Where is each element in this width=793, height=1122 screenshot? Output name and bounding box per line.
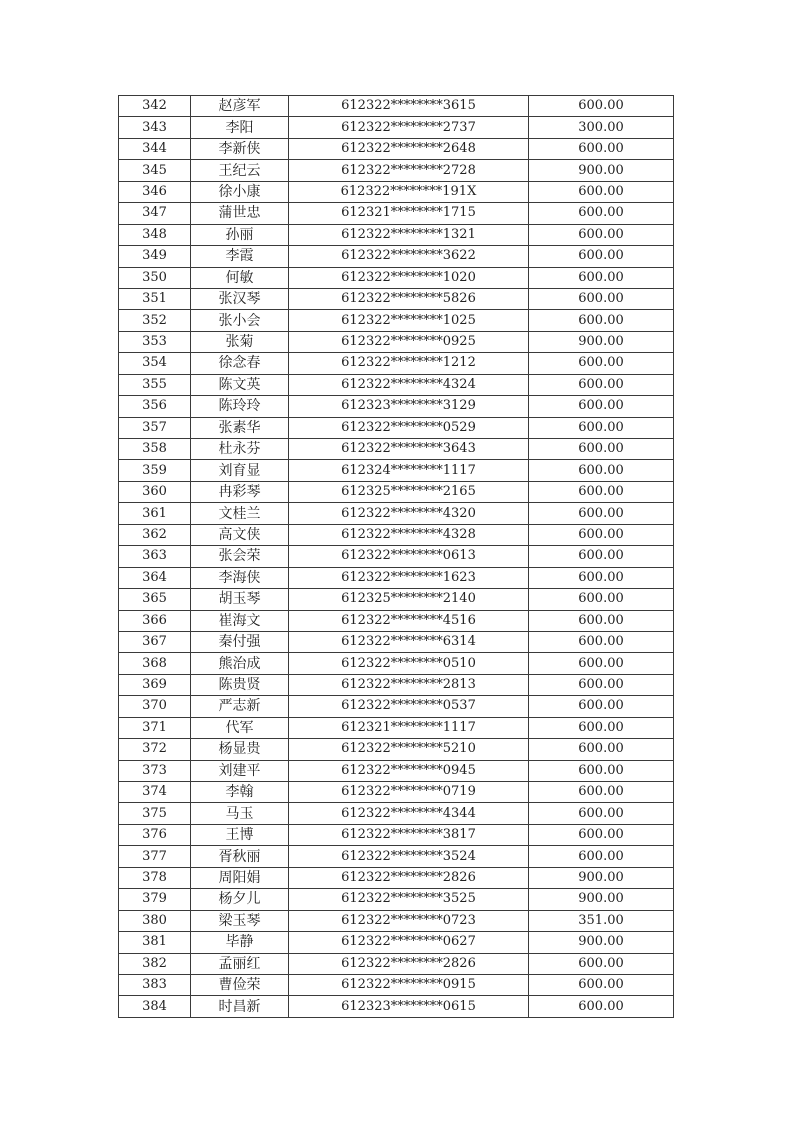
table-row xyxy=(119,288,674,309)
id-number-cell: 612322********0510 xyxy=(289,653,529,674)
table-row xyxy=(119,546,674,567)
name-cell: 王博 xyxy=(191,824,289,845)
table-row xyxy=(119,910,674,931)
row-number-cell: 342 xyxy=(119,96,191,117)
id-number-cell: 612322********0925 xyxy=(289,331,529,352)
id-number-cell: 612322********3525 xyxy=(289,889,529,910)
id-number-cell: 612323********3129 xyxy=(289,396,529,417)
row-number-cell: 374 xyxy=(119,782,191,803)
name-cell: 张素华 xyxy=(191,417,289,438)
name-cell: 代军 xyxy=(191,717,289,738)
row-number-cell: 362 xyxy=(119,524,191,545)
id-number-cell: 612322********3817 xyxy=(289,824,529,845)
amount-cell: 600.00 xyxy=(529,782,674,803)
row-number-cell: 371 xyxy=(119,717,191,738)
row-number-cell: 355 xyxy=(119,374,191,395)
table-row xyxy=(119,696,674,717)
table-row xyxy=(119,460,674,481)
row-number-cell: 368 xyxy=(119,653,191,674)
amount-cell: 600.00 xyxy=(529,181,674,202)
amount-cell: 600.00 xyxy=(529,396,674,417)
row-number-cell: 359 xyxy=(119,460,191,481)
id-number-cell: 612322********4320 xyxy=(289,503,529,524)
row-number-cell: 346 xyxy=(119,181,191,202)
amount-cell: 351.00 xyxy=(529,910,674,931)
id-number-cell: 612325********2140 xyxy=(289,589,529,610)
id-number-cell: 612322********1020 xyxy=(289,267,529,288)
id-number-cell: 612322********2826 xyxy=(289,953,529,974)
id-number-cell: 612321********1715 xyxy=(289,203,529,224)
row-number-cell: 354 xyxy=(119,353,191,374)
table-row xyxy=(119,417,674,438)
name-cell: 张菊 xyxy=(191,331,289,352)
table-row xyxy=(119,224,674,245)
table-row xyxy=(119,481,674,502)
id-number-cell: 612322********2826 xyxy=(289,867,529,888)
row-number-cell: 345 xyxy=(119,160,191,181)
name-cell: 胥秋丽 xyxy=(191,846,289,867)
name-cell: 崔海文 xyxy=(191,610,289,631)
name-cell: 徐小康 xyxy=(191,181,289,202)
table-row xyxy=(119,996,674,1017)
name-cell: 陈玲玲 xyxy=(191,396,289,417)
row-number-cell: 356 xyxy=(119,396,191,417)
name-cell: 李霞 xyxy=(191,246,289,267)
table-row xyxy=(119,932,674,953)
amount-cell: 600.00 xyxy=(529,739,674,760)
id-number-cell: 612322********1212 xyxy=(289,353,529,374)
name-cell: 文桂兰 xyxy=(191,503,289,524)
row-number-cell: 351 xyxy=(119,288,191,309)
amount-cell: 600.00 xyxy=(529,353,674,374)
row-number-cell: 367 xyxy=(119,631,191,652)
table-row xyxy=(119,310,674,331)
table-row xyxy=(119,653,674,674)
row-number-cell: 364 xyxy=(119,567,191,588)
row-number-cell: 369 xyxy=(119,674,191,695)
amount-cell: 600.00 xyxy=(529,631,674,652)
row-number-cell: 378 xyxy=(119,867,191,888)
row-number-cell: 349 xyxy=(119,246,191,267)
subsidy-table xyxy=(118,95,674,1018)
name-cell: 时昌新 xyxy=(191,996,289,1017)
amount-cell: 900.00 xyxy=(529,160,674,181)
table-row xyxy=(119,353,674,374)
name-cell: 胡玉琴 xyxy=(191,589,289,610)
table-row xyxy=(119,203,674,224)
amount-cell: 600.00 xyxy=(529,696,674,717)
name-cell: 梁玉琴 xyxy=(191,910,289,931)
amount-cell: 600.00 xyxy=(529,653,674,674)
id-number-cell: 612322********4328 xyxy=(289,524,529,545)
amount-cell: 600.00 xyxy=(529,224,674,245)
amount-cell: 600.00 xyxy=(529,439,674,460)
id-number-cell: 612324********1117 xyxy=(289,460,529,481)
amount-cell: 600.00 xyxy=(529,96,674,117)
id-number-cell: 612322********1623 xyxy=(289,567,529,588)
table-row xyxy=(119,331,674,352)
amount-cell: 600.00 xyxy=(529,824,674,845)
table-row xyxy=(119,953,674,974)
amount-cell: 600.00 xyxy=(529,760,674,781)
row-number-cell: 384 xyxy=(119,996,191,1017)
name-cell: 孙丽 xyxy=(191,224,289,245)
table-row xyxy=(119,267,674,288)
table-row xyxy=(119,503,674,524)
amount-cell: 600.00 xyxy=(529,524,674,545)
row-number-cell: 348 xyxy=(119,224,191,245)
name-cell: 杜永芬 xyxy=(191,439,289,460)
amount-cell: 600.00 xyxy=(529,953,674,974)
table-row xyxy=(119,589,674,610)
name-cell: 张小会 xyxy=(191,310,289,331)
amount-cell: 300.00 xyxy=(529,117,674,138)
row-number-cell: 365 xyxy=(119,589,191,610)
table-row xyxy=(119,181,674,202)
amount-cell: 600.00 xyxy=(529,546,674,567)
amount-cell: 600.00 xyxy=(529,481,674,502)
id-number-cell: 612322********6314 xyxy=(289,631,529,652)
id-number-cell: 612322********0723 xyxy=(289,910,529,931)
row-number-cell: 379 xyxy=(119,889,191,910)
amount-cell: 600.00 xyxy=(529,503,674,524)
row-number-cell: 347 xyxy=(119,203,191,224)
row-number-cell: 380 xyxy=(119,910,191,931)
table-row xyxy=(119,160,674,181)
name-cell: 周阳娟 xyxy=(191,867,289,888)
id-number-cell: 612322********2728 xyxy=(289,160,529,181)
name-cell: 徐念春 xyxy=(191,353,289,374)
id-number-cell: 612325********2165 xyxy=(289,481,529,502)
name-cell: 张会荣 xyxy=(191,546,289,567)
id-number-cell: 612322********3643 xyxy=(289,439,529,460)
amount-cell: 900.00 xyxy=(529,932,674,953)
id-number-cell: 612322********5210 xyxy=(289,739,529,760)
table-row xyxy=(119,96,674,117)
id-number-cell: 612322********4324 xyxy=(289,374,529,395)
row-number-cell: 344 xyxy=(119,138,191,159)
row-number-cell: 377 xyxy=(119,846,191,867)
amount-cell: 600.00 xyxy=(529,460,674,481)
id-number-cell: 612322********0945 xyxy=(289,760,529,781)
name-cell: 陈贵贤 xyxy=(191,674,289,695)
id-number-cell: 612322********191X xyxy=(289,181,529,202)
amount-cell: 600.00 xyxy=(529,589,674,610)
table-row xyxy=(119,246,674,267)
row-number-cell: 361 xyxy=(119,503,191,524)
amount-cell: 600.00 xyxy=(529,246,674,267)
name-cell: 马玉 xyxy=(191,803,289,824)
name-cell: 蒲世忠 xyxy=(191,203,289,224)
row-number-cell: 343 xyxy=(119,117,191,138)
id-number-cell: 612322********1025 xyxy=(289,310,529,331)
table-row xyxy=(119,396,674,417)
amount-cell: 900.00 xyxy=(529,331,674,352)
row-number-cell: 370 xyxy=(119,696,191,717)
name-cell: 孟丽红 xyxy=(191,953,289,974)
name-cell: 陈文英 xyxy=(191,374,289,395)
id-number-cell: 612322********3622 xyxy=(289,246,529,267)
table-row xyxy=(119,717,674,738)
id-number-cell: 612322********2737 xyxy=(289,117,529,138)
amount-cell: 600.00 xyxy=(529,846,674,867)
amount-cell: 600.00 xyxy=(529,974,674,995)
table-row xyxy=(119,374,674,395)
id-number-cell: 612322********2813 xyxy=(289,674,529,695)
row-number-cell: 375 xyxy=(119,803,191,824)
name-cell: 熊治成 xyxy=(191,653,289,674)
amount-cell: 600.00 xyxy=(529,374,674,395)
name-cell: 王纪云 xyxy=(191,160,289,181)
amount-cell: 600.00 xyxy=(529,267,674,288)
name-cell: 杨夕儿 xyxy=(191,889,289,910)
id-number-cell: 612322********1321 xyxy=(289,224,529,245)
table-row xyxy=(119,610,674,631)
row-number-cell: 382 xyxy=(119,953,191,974)
row-number-cell: 360 xyxy=(119,481,191,502)
name-cell: 高文侠 xyxy=(191,524,289,545)
amount-cell: 600.00 xyxy=(529,310,674,331)
id-number-cell: 612322********3615 xyxy=(289,96,529,117)
amount-cell: 600.00 xyxy=(529,417,674,438)
table-row xyxy=(119,439,674,460)
row-number-cell: 373 xyxy=(119,760,191,781)
name-cell: 赵彦军 xyxy=(191,96,289,117)
table-row xyxy=(119,739,674,760)
table-row xyxy=(119,867,674,888)
row-number-cell: 350 xyxy=(119,267,191,288)
name-cell: 刘育显 xyxy=(191,460,289,481)
amount-cell: 600.00 xyxy=(529,803,674,824)
amount-cell: 900.00 xyxy=(529,867,674,888)
name-cell: 何敏 xyxy=(191,267,289,288)
name-cell: 李新侠 xyxy=(191,138,289,159)
row-number-cell: 352 xyxy=(119,310,191,331)
id-number-cell: 612322********5826 xyxy=(289,288,529,309)
table-row xyxy=(119,524,674,545)
name-cell: 杨显贵 xyxy=(191,739,289,760)
amount-cell: 900.00 xyxy=(529,889,674,910)
row-number-cell: 383 xyxy=(119,974,191,995)
id-number-cell: 612322********0537 xyxy=(289,696,529,717)
table-row xyxy=(119,889,674,910)
id-number-cell: 612322********3524 xyxy=(289,846,529,867)
table-row xyxy=(119,760,674,781)
amount-cell: 600.00 xyxy=(529,996,674,1017)
row-number-cell: 376 xyxy=(119,824,191,845)
amount-cell: 600.00 xyxy=(529,674,674,695)
name-cell: 李海侠 xyxy=(191,567,289,588)
id-number-cell: 612323********0615 xyxy=(289,996,529,1017)
id-number-cell: 612322********4344 xyxy=(289,803,529,824)
amount-cell: 600.00 xyxy=(529,610,674,631)
id-number-cell: 612322********0627 xyxy=(289,932,529,953)
amount-cell: 600.00 xyxy=(529,567,674,588)
amount-cell: 600.00 xyxy=(529,288,674,309)
row-number-cell: 366 xyxy=(119,610,191,631)
id-number-cell: 612322********4516 xyxy=(289,610,529,631)
name-cell: 李阳 xyxy=(191,117,289,138)
id-number-cell: 612322********0915 xyxy=(289,974,529,995)
table-row xyxy=(119,138,674,159)
amount-cell: 600.00 xyxy=(529,138,674,159)
table-row xyxy=(119,803,674,824)
name-cell: 曹俭荣 xyxy=(191,974,289,995)
row-number-cell: 381 xyxy=(119,932,191,953)
id-number-cell: 612322********0529 xyxy=(289,417,529,438)
table-row xyxy=(119,674,674,695)
amount-cell: 600.00 xyxy=(529,717,674,738)
row-number-cell: 358 xyxy=(119,439,191,460)
id-number-cell: 612322********0719 xyxy=(289,782,529,803)
row-number-cell: 353 xyxy=(119,331,191,352)
table-row xyxy=(119,117,674,138)
id-number-cell: 612322********2648 xyxy=(289,138,529,159)
name-cell: 李翰 xyxy=(191,782,289,803)
table-row xyxy=(119,824,674,845)
name-cell: 冉彩琴 xyxy=(191,481,289,502)
name-cell: 秦付强 xyxy=(191,631,289,652)
table-row xyxy=(119,846,674,867)
table-row xyxy=(119,567,674,588)
table-row xyxy=(119,974,674,995)
name-cell: 严志新 xyxy=(191,696,289,717)
name-cell: 张汉琴 xyxy=(191,288,289,309)
id-number-cell: 612322********0613 xyxy=(289,546,529,567)
table-body xyxy=(119,96,674,1018)
table-row xyxy=(119,782,674,803)
id-number-cell: 612321********1117 xyxy=(289,717,529,738)
table-row xyxy=(119,631,674,652)
row-number-cell: 357 xyxy=(119,417,191,438)
row-number-cell: 363 xyxy=(119,546,191,567)
row-number-cell: 372 xyxy=(119,739,191,760)
name-cell: 毕静 xyxy=(191,932,289,953)
amount-cell: 600.00 xyxy=(529,203,674,224)
name-cell: 刘建平 xyxy=(191,760,289,781)
